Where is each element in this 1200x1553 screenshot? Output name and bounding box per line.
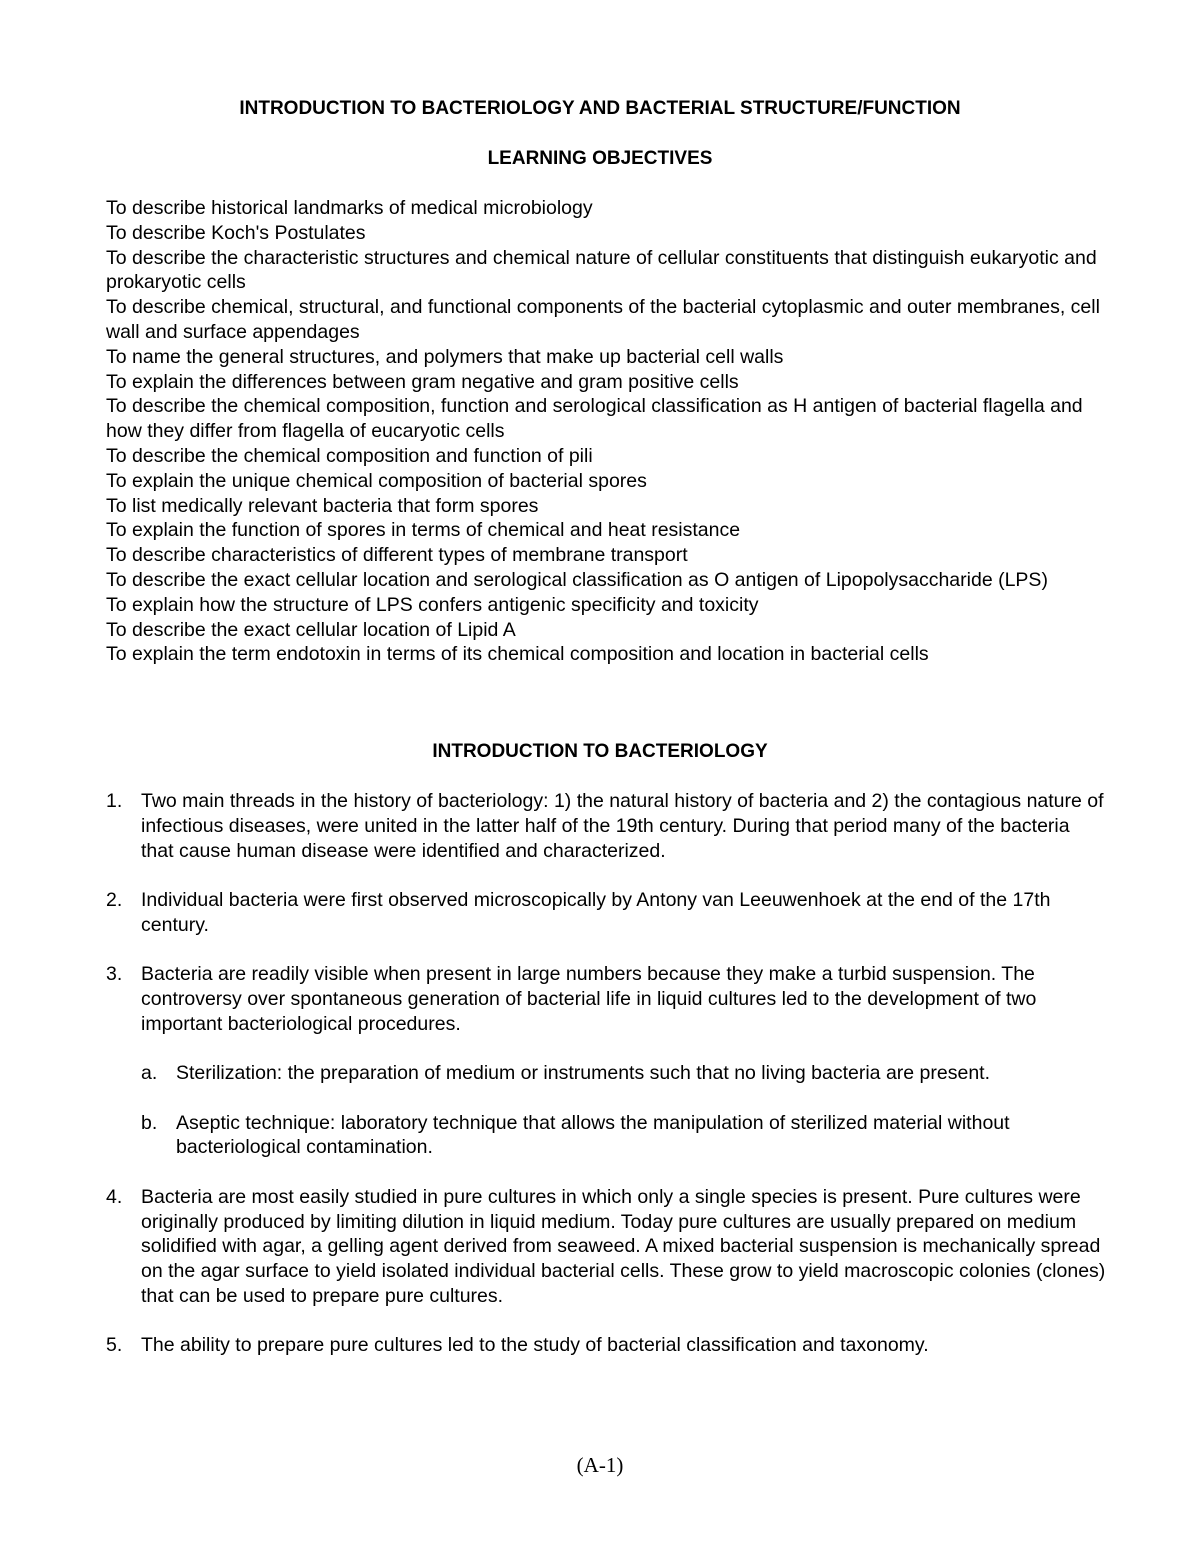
sub-list-item-letter: a. bbox=[141, 1062, 158, 1085]
objective-item: To describe the characteristic structures and chemical nature of cellular constituents that distinguish eukaryotic and prokaryotic cells bbox=[106, 246, 1097, 294]
list-item bbox=[106, 789, 1106, 863]
sub-list-item bbox=[106, 1111, 1106, 1161]
list-item bbox=[106, 1333, 1106, 1358]
objective-item: To describe characteristics of different types of membrane transport bbox=[106, 544, 688, 567]
list-item bbox=[106, 962, 1106, 1036]
list-item-text: The ability to prepare pure cultures led to the study of bacterial classification and taxonomy. bbox=[141, 1334, 929, 1357]
objectives-list bbox=[106, 196, 1106, 667]
objective-item: To describe chemical, structural, and functional components of the bacterial cytoplasmic and outer membranes, cell wall and surface appendages bbox=[106, 296, 1100, 343]
sub-list-item bbox=[106, 1061, 1106, 1086]
objective-item: To name the general structures, and polymers that make up bacterial cell walls bbox=[106, 345, 784, 368]
list-item-number: 3. bbox=[106, 963, 123, 986]
list-item-text: Bacteria are readily visible when present in large numbers because they make a turbid suspension. The controversy over spontaneous generation of bacterial life in liquid cultures led to the development of two important bacteriological procedures. bbox=[141, 963, 1037, 1035]
sub-list-item-text: Aseptic technique: laboratory technique that allows the manipulation of sterilized material without bacteriological contamination. bbox=[176, 1111, 1010, 1159]
list-item-number: 4. bbox=[106, 1185, 123, 1208]
list-item-number: 5. bbox=[106, 1334, 123, 1357]
list-item bbox=[106, 1185, 1106, 1309]
numbered-list bbox=[106, 789, 1106, 1383]
objective-item: To describe the chemical composition, function and serological classification as H antigen of bacterial flagella and how they differ from flagella of eucaryotic cells bbox=[106, 395, 1083, 443]
list-item-number: 2. bbox=[106, 888, 123, 911]
objective-item: To explain the differences between gram negative and gram positive cells bbox=[106, 370, 739, 393]
sub-list-item-text: Sterilization: the preparation of medium or instruments such that no living bacteria are present. bbox=[176, 1062, 991, 1085]
list-item-text: Individual bacteria were first observed microscopically by Antony van Leeuwenhoek at the end of the 17th century. bbox=[141, 888, 1051, 936]
objective-item: To list medically relevant bacteria that form spores bbox=[106, 494, 539, 517]
objective-item: To describe Koch's Postulates bbox=[106, 221, 366, 244]
objective-item: To explain the function of spores in terms of chemical and heat resistance bbox=[106, 519, 741, 542]
objective-item: To describe the chemical composition and function of pili bbox=[106, 444, 593, 467]
objectives-heading: LEARNING OBJECTIVES bbox=[487, 148, 713, 169]
objective-item: To describe the exact cellular location of Lipid A bbox=[106, 618, 516, 641]
objective-item: To explain how the structure of LPS confers antigenic specificity and toxicity bbox=[106, 593, 759, 616]
objective-item: To explain the term endotoxin in terms of its chemical composition and location in bacterial cells bbox=[106, 643, 929, 666]
page-number: (A-1) bbox=[576, 1453, 624, 1477]
objective-item: To describe historical landmarks of medical microbiology bbox=[106, 197, 593, 219]
list-item-text: Two main threads in the history of bacteriology: 1) the natural history of bacteria and 2) the contagious nature of infectious diseases, were united in the latter half of the 19th century. During that period many of the bacteria that cause human disease were identified and characterized. bbox=[141, 790, 1104, 862]
objective-item: To describe the exact cellular location and serological classification as O antigen of Lipopolysaccharide (LPS) bbox=[106, 568, 1048, 591]
objective-item: To explain the unique chemical composition of bacterial spores bbox=[106, 469, 647, 492]
list-item bbox=[106, 888, 1106, 938]
document-title: INTRODUCTION TO BACTERIOLOGY AND BACTERIAL STRUCTURE/FUNCTION bbox=[239, 98, 961, 119]
sub-list-item-letter: b. bbox=[141, 1111, 158, 1134]
list-item-number: 1. bbox=[106, 790, 123, 812]
section-heading: INTRODUCTION TO BACTERIOLOGY bbox=[432, 741, 768, 762]
list-item-text: Bacteria are most easily studied in pure cultures in which only a single species is present. Pure cultures were originally produced by limiting dilution in liquid medium. Today pure cultures are usually prepared on medium solidified with agar, a gelling agent derived from seaweed. A mixed bacterial suspension is mechanically spread on the agar surface to yield isolated individual bacterial cells. These grow to yield macroscopic colonies (clones) that can be used to prepare pure cultures. bbox=[141, 1185, 1106, 1307]
